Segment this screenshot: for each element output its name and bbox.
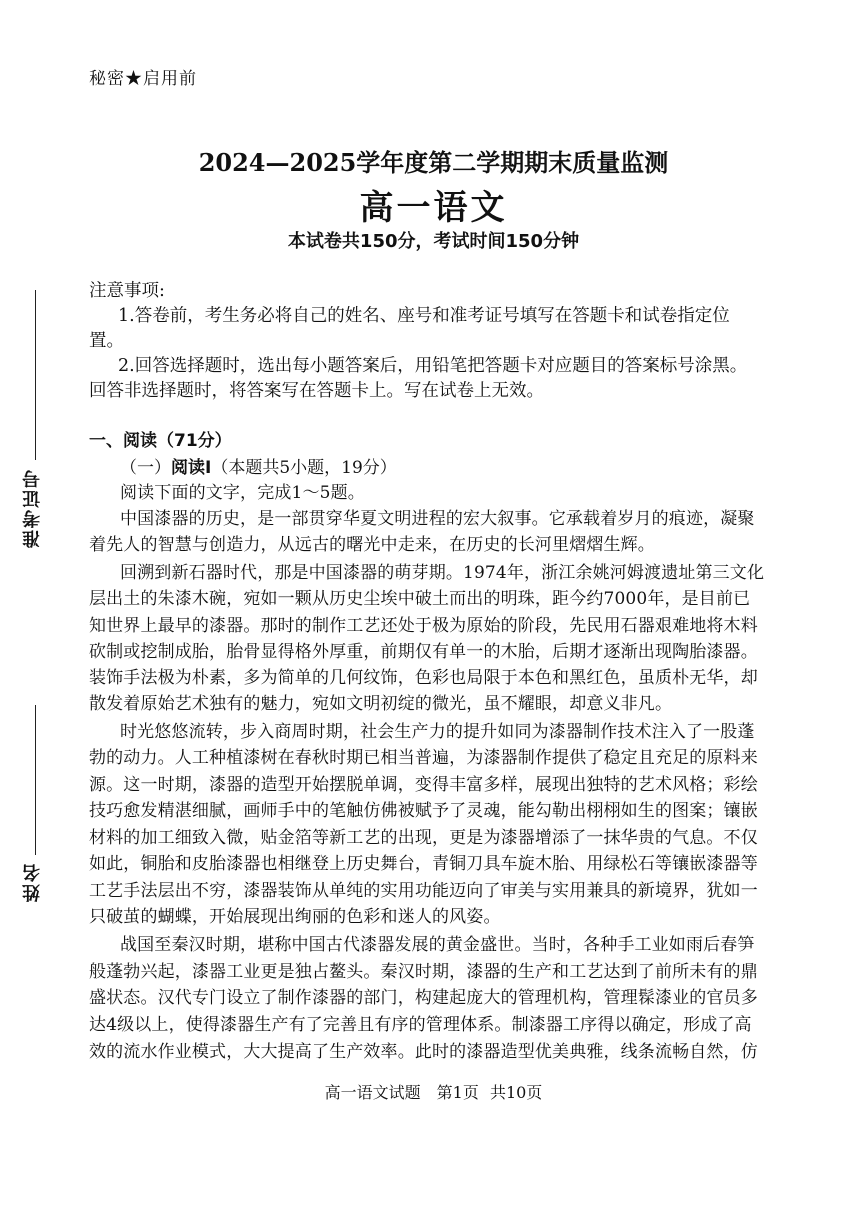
note-item-1: 1.答卷前，考生务必将自己的姓名、座号和准考证号填写在答题卡和试卷指定位 xyxy=(118,306,730,326)
exam-title: 2024—2025学年度第二学期期末质量监测 xyxy=(198,148,669,177)
passage-line: 工艺手法层出不穷，漆器装饰从单纯的实用功能迈向了审美与实用兼具的新境界，犹如一 xyxy=(89,881,758,901)
notes-heading: 注意事项: xyxy=(89,281,165,301)
subsection-title xyxy=(120,453,397,478)
instruction-text: 阅读下面的文字，完成1～5题。 xyxy=(120,483,365,503)
passage-line: 材料的加工细致入微，贴金箔等新工艺的出现，更是为漆器增添了一抹华贵的气息。不仅 xyxy=(89,828,758,848)
passage-line: 装饰手法极为朴素，多为简单的几何纹饰，色彩也局限于本色和黑红色，虽质朴无华，却 xyxy=(89,668,758,688)
passage-line: 只破茧的蝴蝶，开始展现出绚丽的色彩和迷人的风姿。 xyxy=(89,907,501,927)
exam-no-rule xyxy=(35,290,36,460)
passage-line: 知世界上最早的漆器。那时的制作工艺还处于极为原始的阶段，先民用石器艰难地将木料 xyxy=(89,616,758,636)
passage-line: 技巧愈发精湛细腻，画师手中的笔触仿佛被赋予了灵魂，能勾勒出栩栩如生的图案；镶嵌 xyxy=(89,801,758,821)
secret-mark: 秘密★启用前 xyxy=(89,69,197,89)
passage-line: 勃的动力。人工种植漆树在春秋时期已相当普遍，为漆器制作提供了稳定且充足的原料来 xyxy=(89,748,758,768)
subsection-name: 阅读Ⅰ xyxy=(171,458,212,478)
section-title: 一、阅读（71分） xyxy=(89,431,232,451)
note-item-2: 2.回答选择题时，选出每小题答案后，用铅笔把答题卡对应题目的答案标号涂黑。 xyxy=(118,356,748,376)
page-footer: 高一语文试题 第1页 共10页 xyxy=(324,1083,543,1102)
passage-line: 如此，铜胎和皮胎漆器也相继登上历史舞台，青铜刀具车旋木胎、用绿松石等镶嵌漆器等 xyxy=(89,854,758,874)
passage-line: 般蓬勃兴起，漆器工业更是独占鳌头。秦汉时期，漆器的生产和工艺达到了前所未有的鼎 xyxy=(89,962,758,982)
subsection-prefix: （一） xyxy=(120,458,171,478)
note-item-2-cont: 回答非选择题时，将答案写在答题卡上。写在试卷上无效。 xyxy=(89,381,544,401)
subsection-detail: （本题共5小题，19分） xyxy=(211,458,397,478)
exam-info: 本试卷共150分，考试时间150分钟 xyxy=(287,231,580,252)
passage-line: 着先人的智慧与创造力，从远古的曙光中走来，在历史的长河里熠熠生辉。 xyxy=(89,535,655,555)
passage-line: 效的流水作业模式，大大提高了生产效率。此时的漆器造型优美典雅，线条流畅自然，仿 xyxy=(89,1042,758,1062)
passage-line: 盛状态。汉代专门设立了制作漆器的部门，构建起庞大的管理机构，管理髹漆业的官员多 xyxy=(89,988,758,1008)
passage-line: 中国漆器的历史，是一部贯穿华夏文明进程的宏大叙事。它承载着岁月的痕迹，凝聚 xyxy=(120,509,755,529)
subject-title: 高一语文 xyxy=(359,188,508,228)
passage-line: 散发着原始艺术独有的魅力，宛如文明初绽的微光，虽不耀眼，却意义非凡。 xyxy=(89,694,673,714)
passage-line: 层出土的朱漆木碗，宛如一颗从历史尘埃中破土而出的明珠，距今约7000年，是目前已 xyxy=(89,589,751,609)
passage-line: 源。这一时期，漆器的造型开始摆脱单调，变得丰富多样，展现出独特的艺术风格；彩绘 xyxy=(89,775,758,795)
exam-no-label: 准考证号 xyxy=(22,468,43,548)
passage-line: 时光悠悠流转，步入商周时期，社会生产力的提升如同为漆器制作技术注入了一股蓬 xyxy=(120,722,755,742)
note-item-1-cont: 置。 xyxy=(89,331,124,351)
passage-line: 回溯到新石器时代，那是中国漆器的萌芽期。1974年，浙江余姚河姆渡遗址第三文化 xyxy=(120,563,765,583)
passage-line: 达4级以上，使得漆器生产有了完善且有序的管理体系。制漆器工序得以确定，形成了高 xyxy=(89,1015,752,1035)
name-label: 姓名 xyxy=(22,862,43,902)
passage-line: 战国至秦汉时期，堪称中国古代漆器发展的黄金盛世。当时，各种手工业如雨后春笋 xyxy=(120,935,755,955)
passage-line: 砍制或挖制成胎，胎骨显得格外厚重，前期仅有单一的木胎，后期才逐渐出现陶胎漆器。 xyxy=(89,642,758,662)
name-rule xyxy=(35,705,36,855)
